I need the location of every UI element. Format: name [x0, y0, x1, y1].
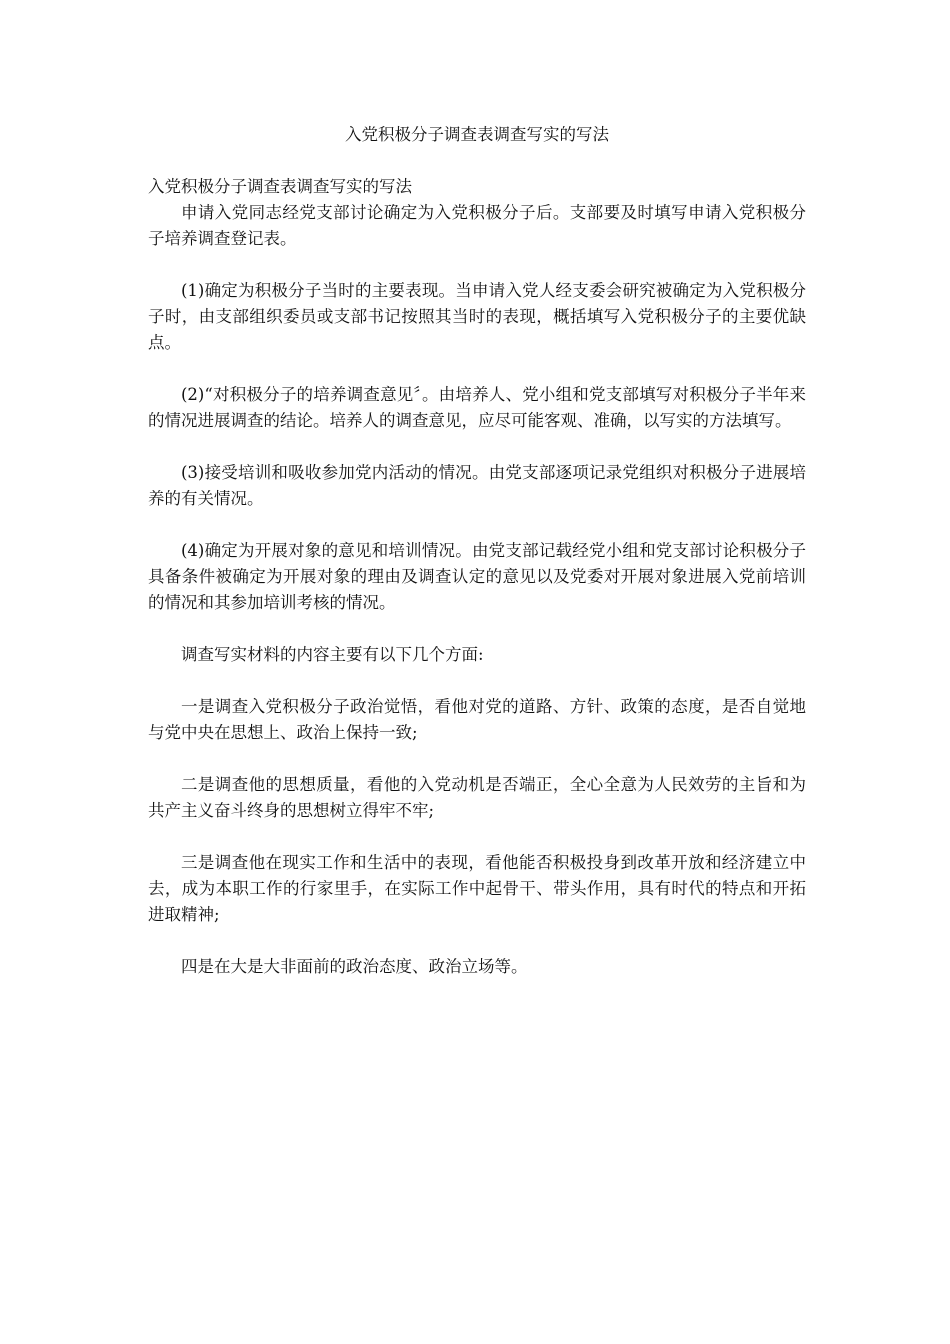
paragraph-item-4: (4)确定为开展对象的意见和培训情况。由党支部记载经党小组和党支部讨论积极分子具备条件被确定为开展对象的理由及调查认定的意见以及党委对开展对象进展入党前培训的情况和其参加培训考核的情况。 [148, 541, 806, 612]
paragraph-item-2: (2)“对积极分子的培养调查意见〞。由培养人、党小组和党支部填写对积极分子半年来的情况进展调查的结论。培养人的调查意见，应尽可能客观、准确，以写实的方法填写。 [148, 385, 806, 430]
paragraph-item-3: (3)接受培训和吸收参加党内活动的情况。由党支部逐项记录党组织对积极分子进展培养的有关情况。 [148, 463, 806, 508]
paragraph-intro: 申请入党同志经党支部讨论确定为入党积极分子后。支部要及时填写申请入党积极分子培养调查登记表。 [148, 203, 806, 248]
paragraph-aspect-3: 三是调查他在现实工作和生活中的表现，看他能否积极投身到改革开放和经济建立中去，成为本职工作的行家里手，在实际工作中起骨干、带头作用，具有时代的特点和开拓进取精神; [148, 853, 806, 924]
paragraph-aspect-4: 四是在大是大非面前的政治态度、政治立场等。 [181, 957, 528, 976]
paragraph-aspect-2: 二是调查他的思想质量，看他的入党动机是否端正，全心全意为人民效劳的主旨和为共产主义奋斗终身的思想树立得牢不牢; [148, 775, 806, 820]
paragraph-item-1: (1)确定为积极分子当时的主要表现。当申请入党人经支委会研究被确定为入党积极分子时，由支部组织委员或支部书记按照其当时的表现，概括填写入党积极分子的主要优缺点。 [148, 281, 806, 352]
paragraph-aspect-1: 一是调查入党积极分子政治觉悟，看他对党的道路、方针、政策的态度，是否自觉地与党中央在思想上、政治上保持一致; [148, 697, 806, 742]
document-page [148, 122, 806, 1006]
document-title: 入党积极分子调查表调查写实的写法 [345, 125, 609, 144]
paragraph-content-intro: 调查写实材料的内容主要有以下几个方面: [181, 645, 484, 664]
document-subtitle: 入党积极分子调查表调查写实的写法 [148, 177, 412, 196]
